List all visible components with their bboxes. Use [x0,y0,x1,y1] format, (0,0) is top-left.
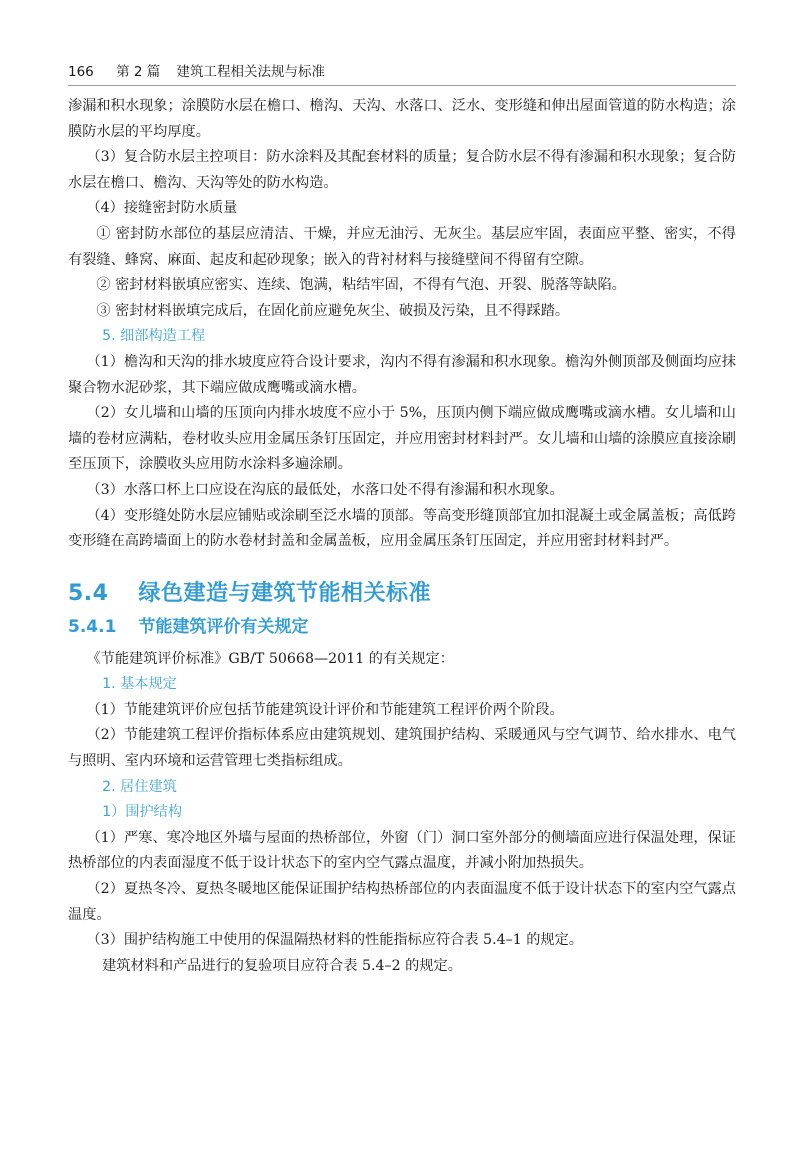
paragraph: 建筑材料和产品进行的复验项目应符合表 5.4–2 的规定。 [102,957,462,974]
subsection-title: 节能建筑评价有关规定 [138,616,309,637]
paragraph: ③ 密封材料嵌填完成后，在固化前应避免灰尘、破损及污染，且不得踩踏。 [96,302,570,319]
paragraph: ② 密封材料嵌填应密实、连续、饱满，粘结牢固，不得有气泡、开裂、脱落等缺陷。 [96,277,626,294]
part-label: 第 2 篇 [116,64,161,80]
heading-detail-construction: 5. 细部构造工程 [102,328,206,345]
paragraph: （2）女儿墙和山墙的压顶向内排水坡度不应小于 5%，压顶内侧下端应做成鹰嘴或滴水槽。女儿墙和山墙的卷材应满粘，卷材收头应用金属压条钉压固定，并应用密封材料封严。女儿墙和山墙的涂膜应直接涂刷至压顶下，涂膜收头应用防水涂料多遍涂刷。 [68,405,736,473]
heading-residential: 2. 居住建筑 [102,778,177,795]
paragraph: （3）围护结构施工中使用的保温隔热材料的性能指标应符合表 5.4–1 的规定。 [86,932,583,949]
section-title: 绿色建造与建筑节能相关标准 [138,580,431,606]
section-heading [68,579,736,609]
paragraph: 《节能建筑评价标准》GB/T 50668—2011 的有关规定： [86,650,454,667]
paragraph: （4）接缝密封防水质量 [86,200,238,217]
paragraph: （1）节能建筑评价应包括节能建筑设计评价和节能建筑工程评价两个阶段。 [86,701,564,718]
paragraph: （1）严寒、寒冷地区外墙与屋面的热桥部位，外窗（门）洞口室外部分的侧墙面应进行保温处理，保证热桥部位的内表面湿度不低于设计状态下的室内空气露点温度，并减小附加热损失。 [68,829,736,872]
paragraph: （3）复合防水层主控项目：防水涂料及其配套材料的质量；复合防水层不得有渗漏和积水现象；复合防水层在檐口、檐沟、天沟等处的防水构造。 [68,149,736,191]
running-header [68,60,736,86]
page-body [68,94,736,979]
paragraph: （2）夏热冬冷、夏热冬暖地区能保证围护结构热桥部位的内表面温度不低于设计状态下的室内空气露点温度。 [68,881,736,923]
paragraph: （2）节能建筑工程评价指标体系应由建筑规划、建筑围护结构、采暖通风与空气调节、给水排水、电气与照明、室内环境和运营管理七类指标组成。 [68,727,736,770]
subsection-heading [68,613,736,641]
section-number: 5.4 [68,580,109,606]
paragraph: （3）水落口杯上口应设在沟底的最低处，水落口处不得有渗漏和积水现象。 [86,481,564,498]
page-number: 166 [68,64,94,80]
paragraph: ① 密封防水部位的基层应清洁、干燥，并应无油污、无灰尘。基层应牢固，表面应平整、密实，不得有裂缝、蜂窝、麻面、起皮和起砂现象；嵌入的背衬材料与接缝壁间不得留有空隙。 [68,225,736,268]
paragraph: （1）檐沟和天沟的排水坡度应符合设计要求，沟内不得有渗漏和积水现象。檐沟外侧顶部及侧面均应抹聚合物水泥砂浆，其下端应做成鹰嘴或滴水槽。 [68,353,736,396]
header-rule [68,85,736,86]
paragraph: （4）变形缝处防水层应铺贴或涂刷至泛水墙的顶部。等高变形缝顶部宜加扣混凝土或金属盖板；高低跨变形缝在高跨墙面上的防水卷材封盖和金属盖板，应用金属压条钉压固定，并应用密封材料封严。 [68,507,736,550]
subsection-number: 5.4.1 [68,616,117,637]
heading-basic-rules: 1. 基本规定 [102,676,177,693]
header-title: 建筑工程相关法规与标准 [176,64,326,80]
paragraph: 渗漏和积水现象；涂膜防水层在檐口、檐沟、天沟、水落口、泛水、变形缝和伸出屋面管道的防水构造；涂膜防水层的平均厚度。 [68,98,736,140]
heading-envelope: 1）围护结构 [102,804,183,821]
